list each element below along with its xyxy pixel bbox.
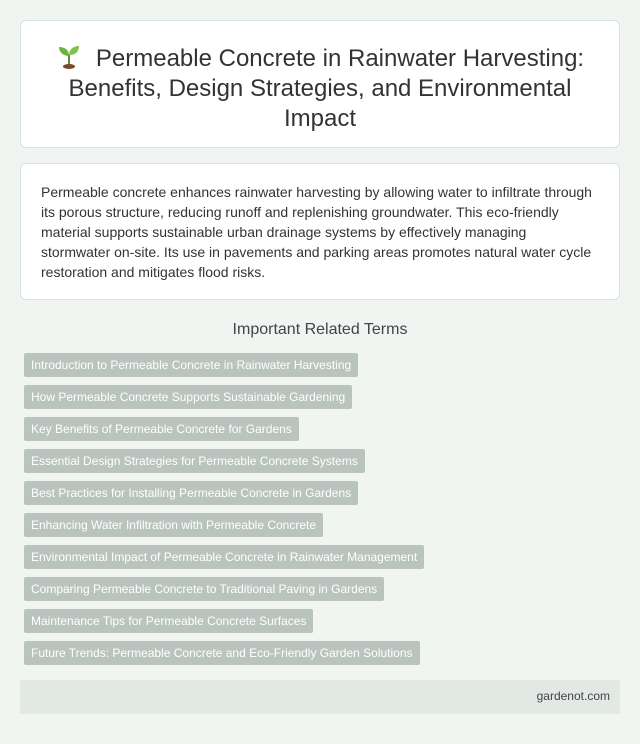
term-tag[interactable]: Enhancing Water Infiltration with Permeable Concrete <box>24 513 323 537</box>
term-tag[interactable]: Maintenance Tips for Permeable Concrete Surfaces <box>24 609 313 633</box>
sprout-icon <box>56 43 82 69</box>
related-terms-heading: Important Related Terms <box>232 321 408 338</box>
term-tag[interactable]: Future Trends: Permeable Concrete and Eco-Friendly Garden Solutions <box>24 641 420 665</box>
term-tag[interactable]: How Permeable Concrete Supports Sustainable Gardening <box>24 385 352 409</box>
title-card <box>20 20 620 148</box>
term-tag[interactable]: Key Benefits of Permeable Concrete for Gardens <box>24 417 299 441</box>
term-tag[interactable]: Best Practices for Installing Permeable Concrete in Gardens <box>24 481 358 505</box>
term-tag[interactable]: Comparing Permeable Concrete to Traditional Paving in Gardens <box>24 577 384 601</box>
term-tag[interactable]: Essential Design Strategies for Permeable Concrete Systems <box>24 449 365 473</box>
footer-site-link[interactable]: gardenot.com <box>536 689 610 703</box>
page-title <box>21 43 619 134</box>
term-tag[interactable]: Environmental Impact of Permeable Concrete in Rainwater Management <box>24 545 424 569</box>
footer <box>20 680 620 714</box>
intro-card <box>20 163 620 300</box>
intro-text: Permeable concrete enhances rainwater harvesting by allowing water to infiltrate through its porous structure, reducing runoff and replenishing groundwater. This eco-friendly material supports sustainable urban drainage systems by effectively managing stormwater on-site. Its use in pavements and parking areas promotes natural water cycle restoration and mitigates flood risks. <box>41 184 592 280</box>
related-terms-list <box>24 353 620 673</box>
term-tag[interactable]: Introduction to Permeable Concrete in Rainwater Harvesting <box>24 353 358 377</box>
page-title-text: Permeable Concrete in Rainwater Harvesting: Benefits, Design Strategies, and Environmental Impact <box>68 45 585 132</box>
